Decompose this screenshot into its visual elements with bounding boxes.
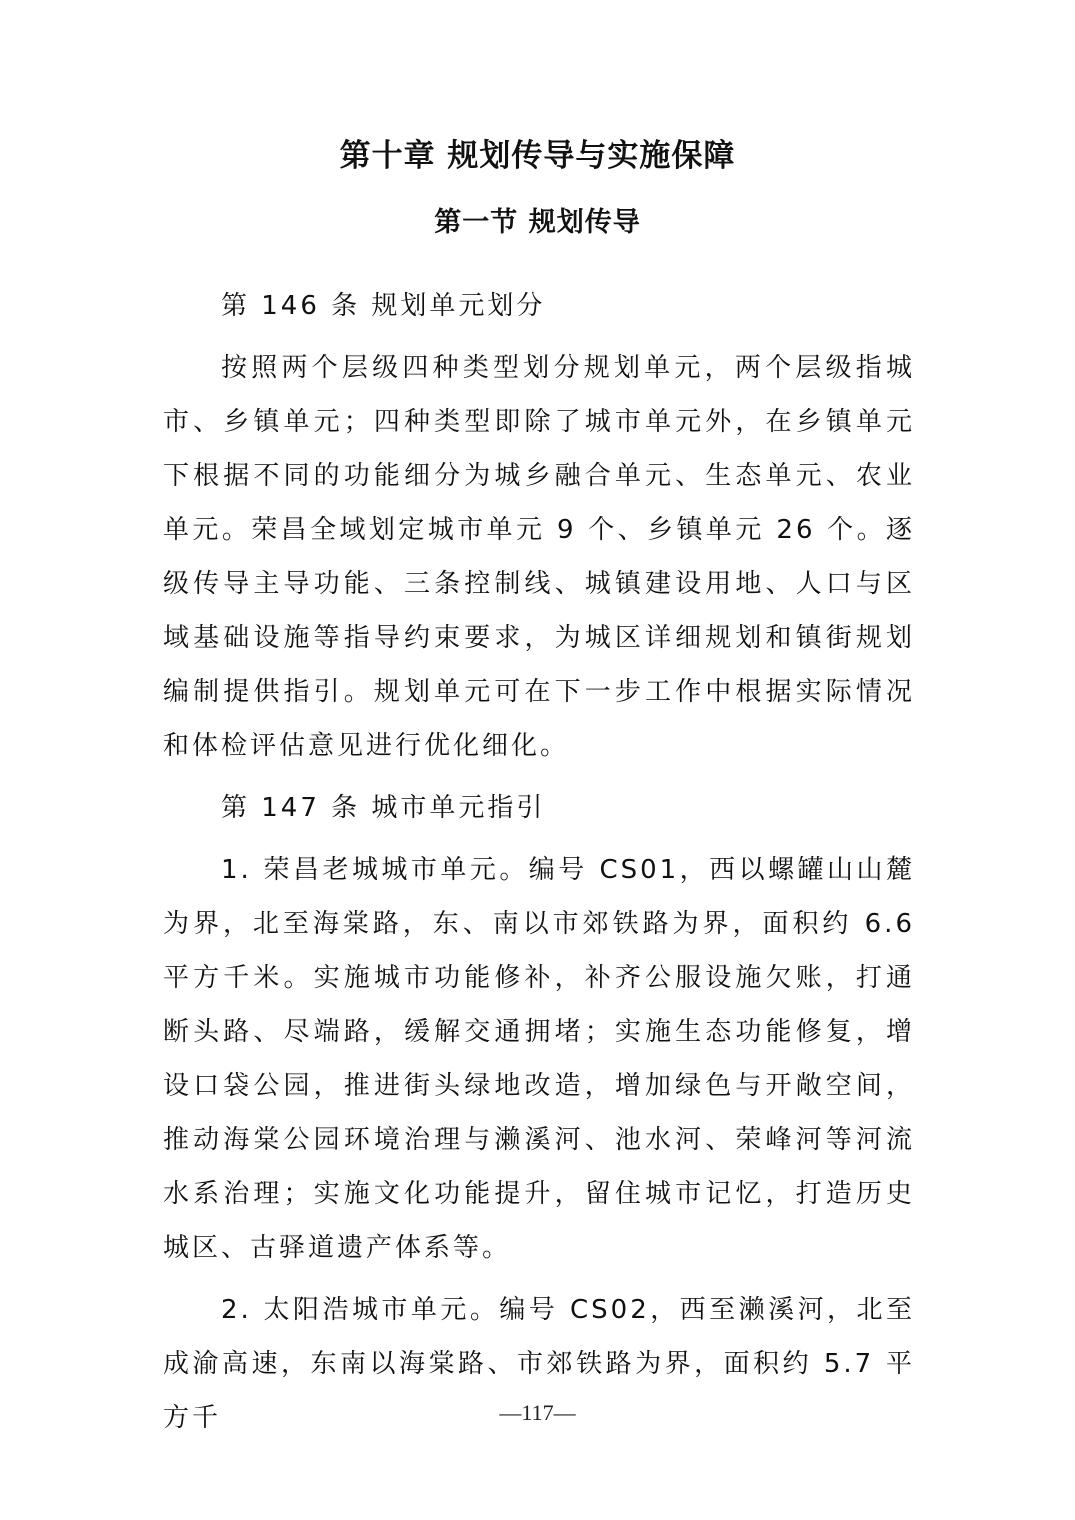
- article-147-heading: 第 147 条 城市单元指引: [221, 793, 546, 823]
- section-title: 第一节 规划传导: [434, 207, 641, 238]
- document-body: [163, 279, 915, 1453]
- article-146-paragraph: 按照两个层级四种类型划分规划单元，两个层级指城市、乡镇单元；四种类型即除了城市单元外，在乡镇单元下根据不同的功能细分为城乡融合单元、生态单元、农业单元。荣昌全域划定城市单元 9 个、乡镇单元 26 个。逐级传导主导功能、三条控制线、城镇建设用地、人口与区域基础设施等指导约束要求，为城区详细规划和镇街规划编制提供指引。规划单元可在下一步工作中根据实际情况和体检评估意见进行优化细化。: [163, 353, 915, 761]
- article-147-paragraph-2: 2. 太阳浩城市单元。编号 CS02，西至濑溪河，北至成渝高速，东南以海棠路、市郊铁路为界，面积约 5.7 平方千: [163, 1295, 915, 1433]
- article-146-heading: 第 146 条 规划单元划分: [221, 291, 546, 321]
- chapter-title: 第十章 规划传导与实施保障: [339, 138, 736, 174]
- article-147-paragraph-1: 1. 荣昌老城城市单元。编号 CS01，西以螺罐山山麓为界，北至海棠路，东、南以市郊铁路为界，面积约 6.6 平方千米。实施城市功能修补，补齐公服设施欠账，打通断头路、尽端路，缓解交通拥堵；实施生态功能修复，增设口袋公园，推进街头绿地改造，增加绿色与开敞空间，推动海棠公园环境治理与濑溪河、池水河、荣峰河等河流水系治理；实施文化功能提升，留住城市记忆，打造历史城区、古驿道遗产体系等。: [163, 855, 915, 1263]
- page-number: —117—: [499, 1400, 576, 1425]
